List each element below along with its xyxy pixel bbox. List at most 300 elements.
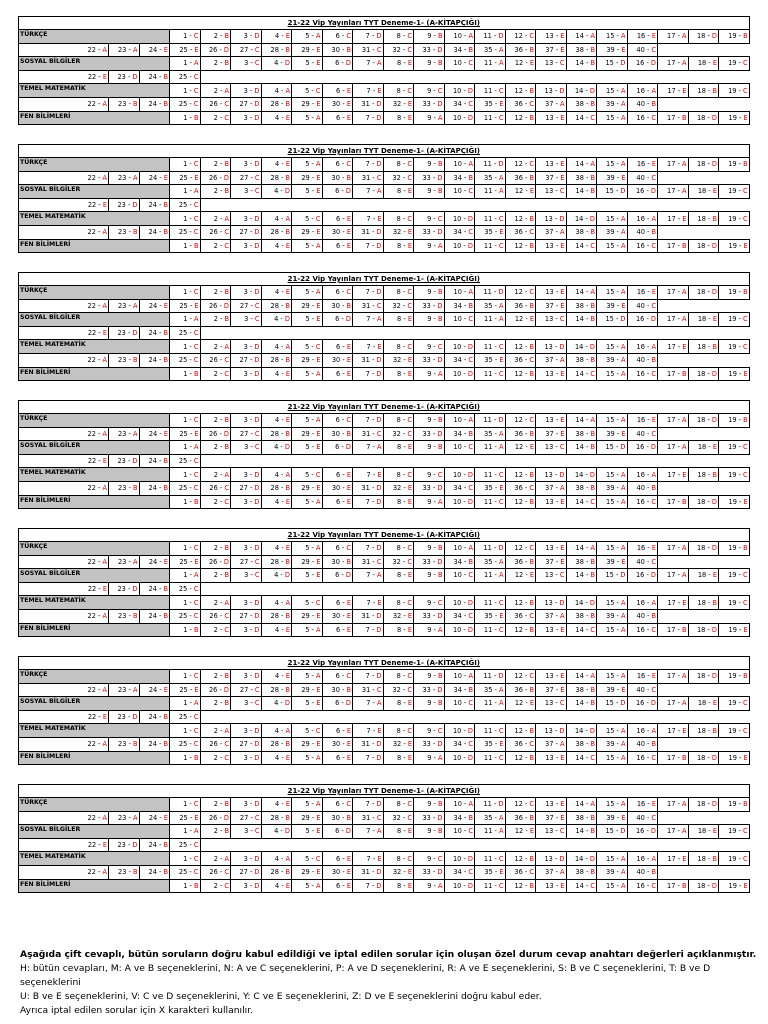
answer-cell	[597, 84, 628, 98]
question-number: 2 -	[213, 86, 225, 95]
question-number: 25 -	[178, 740, 194, 749]
question-number: 1 -	[183, 497, 194, 506]
question-number: 22 -	[87, 612, 103, 621]
answer-letter: D	[254, 497, 260, 506]
answer-letter: C	[651, 557, 656, 566]
answer-letter: A	[620, 672, 626, 681]
answer-letter: E	[407, 443, 412, 452]
answer-cell	[566, 724, 597, 738]
answer-cell	[200, 340, 231, 354]
question-number: 7 -	[366, 187, 377, 196]
question-number: 24 -	[148, 45, 164, 54]
answer-letter: A	[315, 625, 321, 634]
question-number: 4 -	[275, 881, 286, 890]
question-number: 14 -	[575, 699, 591, 708]
answer-cell	[383, 596, 414, 610]
answer-cell	[627, 313, 658, 327]
question-number: 5 -	[305, 470, 316, 479]
answer-cell	[444, 158, 475, 172]
question-number: 29 -	[301, 429, 317, 438]
answer-cell	[536, 97, 567, 111]
answer-letter: D	[376, 753, 382, 762]
answer-letter: D	[254, 214, 260, 223]
answer-cell	[719, 596, 750, 610]
answer-cell	[658, 185, 689, 199]
question-number: 15 -	[606, 32, 621, 41]
answer-cell	[566, 555, 597, 569]
question-number: 35 -	[484, 557, 499, 566]
answer-cell	[109, 43, 140, 57]
question-number: 23 -	[118, 612, 133, 621]
answer-letter: D	[711, 369, 717, 378]
answer-cell	[444, 97, 475, 111]
question-number: 10 -	[452, 497, 468, 506]
answer-key-title: 21-22 Vip Yayınları TYT Deneme-1- (A-KİTAPÇIĞI)	[19, 273, 750, 286]
answer-cell	[658, 286, 689, 300]
answer-letter: E	[163, 301, 168, 310]
answer-cell	[536, 468, 567, 482]
answer-row	[19, 811, 750, 825]
answer-letter: D	[650, 443, 656, 452]
answer-cell	[231, 811, 262, 825]
answer-letter: B	[346, 685, 351, 694]
answer-cell	[353, 212, 384, 226]
answer-cell	[261, 299, 292, 313]
answer-letter: D	[650, 187, 656, 196]
question-number: 2 -	[213, 315, 225, 324]
answer-letter: D	[620, 443, 626, 452]
question-number: 6 -	[336, 726, 347, 735]
answer-cell	[139, 481, 170, 495]
answer-letter: B	[224, 544, 229, 553]
answer-row	[19, 30, 750, 44]
answer-letter: E	[285, 544, 290, 553]
answer-cell	[414, 683, 445, 697]
answer-letter: C	[529, 672, 534, 681]
question-number: 8 -	[396, 32, 408, 41]
answer-letter: C	[193, 214, 199, 223]
answer-letter: C	[193, 612, 199, 621]
question-number: 33 -	[422, 557, 438, 566]
question-number: 9 -	[427, 32, 438, 41]
question-number: 14 -	[575, 625, 591, 634]
question-number: 23 -	[117, 329, 133, 338]
answer-letter: B	[529, 470, 534, 479]
answer-cell	[322, 111, 353, 125]
answer-cell	[109, 683, 140, 697]
answer-cell	[139, 43, 170, 57]
answer-letter: A	[559, 484, 565, 493]
question-number: 6 -	[335, 571, 346, 580]
answer-cell	[322, 737, 353, 751]
question-number: 12 -	[514, 241, 530, 250]
question-number: 17 -	[667, 369, 682, 378]
empty-cell	[200, 70, 749, 84]
question-number: 1 -	[183, 187, 194, 196]
question-number: 12 -	[514, 625, 530, 634]
question-number: 25 -	[179, 301, 195, 310]
answer-cell	[231, 427, 262, 441]
answer-cell	[139, 171, 170, 185]
answer-letter: B	[651, 868, 656, 877]
answer-letter: D	[467, 726, 473, 735]
answer-letter: C	[224, 484, 229, 493]
answer-cell	[200, 171, 231, 185]
answer-cell	[170, 825, 201, 839]
answer-cell	[322, 353, 353, 367]
answer-letter: E	[285, 113, 290, 122]
question-number: 17 -	[667, 241, 682, 250]
answer-letter: D	[437, 429, 443, 438]
question-number: 40 -	[636, 685, 652, 694]
answer-cell	[444, 286, 475, 300]
answer-cell	[414, 798, 445, 812]
answer-cell	[231, 353, 262, 367]
answer-letter: D	[589, 854, 595, 863]
answer-cell	[414, 340, 445, 354]
answer-letter: A	[315, 416, 321, 425]
answer-cell	[322, 97, 353, 111]
answer-letter: D	[376, 113, 382, 122]
answer-cell	[475, 414, 506, 428]
answer-cell	[292, 798, 323, 812]
answer-letter: E	[560, 429, 565, 438]
question-number: 30 -	[331, 813, 347, 822]
question-number: 8 -	[397, 497, 408, 506]
answer-letter: D	[376, 356, 382, 365]
question-number: 11 -	[483, 625, 499, 634]
answer-cell	[536, 30, 567, 44]
answer-letter: C	[407, 429, 412, 438]
answer-cell	[597, 43, 628, 57]
answer-cell	[353, 353, 384, 367]
answer-cell	[658, 158, 689, 172]
answer-cell	[627, 811, 658, 825]
answer-cell	[627, 340, 658, 354]
answer-letter: A	[681, 443, 687, 452]
question-number: 38 -	[575, 301, 591, 310]
answer-letter: C	[346, 160, 351, 169]
answer-letter: D	[559, 214, 565, 223]
question-number: 8 -	[396, 800, 408, 809]
answer-cell	[231, 468, 262, 482]
answer-cell	[292, 185, 323, 199]
answer-row	[19, 751, 750, 765]
question-number: 9 -	[427, 854, 438, 863]
answer-letter: E	[407, 868, 412, 877]
answer-cell	[414, 427, 445, 441]
answer-letter: D	[345, 59, 351, 68]
question-number: 29 -	[301, 484, 317, 493]
answer-letter: E	[651, 416, 656, 425]
question-number: 6 -	[336, 497, 347, 506]
answer-cell	[353, 737, 384, 751]
answer-cell	[475, 569, 506, 583]
question-number: 36 -	[514, 484, 530, 493]
answer-cell	[139, 326, 170, 340]
question-number: 23 -	[117, 713, 133, 722]
question-number: 12 -	[514, 800, 530, 809]
question-number: 1 -	[183, 416, 194, 425]
answer-letter: E	[407, 369, 412, 378]
answer-key-table	[18, 528, 750, 637]
answer-letter: E	[560, 685, 565, 694]
question-number: 3 -	[243, 369, 255, 378]
answer-letter: D	[345, 187, 351, 196]
question-number: 13 -	[544, 598, 560, 607]
answer-cell	[475, 353, 506, 367]
question-number: 6 -	[335, 187, 346, 196]
answer-letter: B	[193, 753, 199, 762]
question-number: 8 -	[396, 342, 408, 351]
answer-letter: A	[651, 86, 656, 95]
answer-letter: A	[193, 699, 199, 708]
question-number: 15 -	[606, 753, 621, 762]
answer-letter: B	[651, 356, 656, 365]
answer-row	[19, 414, 750, 428]
answer-letter: D	[650, 59, 656, 68]
answer-cell	[261, 670, 292, 684]
answer-letter: B	[743, 544, 748, 553]
question-number: 18 -	[697, 827, 713, 836]
answer-letter: B	[163, 100, 168, 109]
question-number: 32 -	[392, 100, 408, 109]
answer-key-table	[18, 656, 750, 765]
question-number: 12 -	[514, 726, 530, 735]
answer-cell	[292, 670, 323, 684]
answer-row	[19, 158, 750, 172]
answer-letter: A	[620, 625, 626, 634]
question-number: 16 -	[636, 672, 652, 681]
question-number: 1 -	[183, 214, 194, 223]
answer-cell	[658, 468, 689, 482]
question-number: 16 -	[635, 59, 651, 68]
answer-cell	[200, 596, 231, 610]
answer-cell	[597, 313, 628, 327]
answer-letter: D	[498, 544, 504, 553]
question-number: 9 -	[427, 753, 438, 762]
answer-cell	[261, 353, 292, 367]
question-number: 26 -	[209, 100, 225, 109]
answer-letter: C	[193, 100, 199, 109]
answer-letter: A	[590, 288, 595, 297]
question-number: 19 -	[728, 32, 744, 41]
answer-letter: B	[285, 228, 290, 237]
answer-letter: D	[284, 571, 290, 580]
question-number: 32 -	[392, 868, 408, 877]
question-number: 9 -	[427, 369, 438, 378]
question-number: 7 -	[366, 571, 377, 580]
answer-cell	[292, 340, 323, 354]
question-number: 27 -	[239, 813, 255, 822]
question-number: 10 -	[453, 187, 469, 196]
question-number: 1 -	[183, 342, 194, 351]
question-number: 27 -	[239, 685, 255, 694]
question-number: 26 -	[208, 685, 224, 694]
question-number: 6 -	[335, 59, 346, 68]
answer-letter: B	[285, 813, 290, 822]
answer-cell	[475, 811, 506, 825]
answer-cell	[627, 43, 658, 57]
question-number: 3 -	[243, 32, 255, 41]
question-number: 9 -	[427, 672, 438, 681]
answer-letter: B	[529, 241, 534, 250]
answer-letter: E	[651, 32, 656, 41]
answer-letter: C	[437, 214, 443, 223]
answer-letter: C	[193, 713, 199, 722]
answer-cell	[627, 441, 658, 455]
question-number: 13 -	[544, 86, 560, 95]
answer-row	[19, 212, 750, 226]
answer-cell	[505, 299, 536, 313]
answer-letter: D	[711, 672, 717, 681]
answer-letter: E	[346, 740, 351, 749]
answer-cell	[627, 623, 658, 637]
question-number: 6 -	[335, 544, 347, 553]
question-number: 37 -	[545, 429, 561, 438]
answer-cell	[414, 879, 445, 893]
answer-cell	[627, 367, 658, 381]
answer-cell	[658, 441, 689, 455]
answer-cell	[475, 340, 506, 354]
question-number: 1 -	[183, 160, 194, 169]
question-number: 27 -	[239, 228, 255, 237]
answer-cell	[261, 481, 292, 495]
answer-cell	[200, 683, 231, 697]
question-number: 6 -	[335, 443, 346, 452]
answer-letter: C	[559, 315, 565, 324]
question-number: 22 -	[87, 429, 103, 438]
answer-cell	[566, 43, 597, 57]
answer-letter: C	[437, 342, 443, 351]
answer-cell	[719, 852, 750, 866]
question-number: 18 -	[696, 241, 712, 250]
answer-letter: C	[193, 598, 199, 607]
answer-cell	[383, 737, 414, 751]
answer-cell	[292, 414, 323, 428]
answer-cell	[414, 353, 445, 367]
answer-letter: B	[529, 214, 534, 223]
answer-cell	[170, 623, 201, 637]
answer-cell	[475, 111, 506, 125]
answer-cell	[322, 441, 353, 455]
answer-cell	[353, 670, 384, 684]
answer-letter: A	[102, 740, 107, 749]
answer-cell	[322, 239, 353, 253]
answer-letter: B	[437, 59, 443, 68]
question-number: 11 -	[483, 288, 499, 297]
answer-letter: C	[743, 59, 748, 68]
answer-cell	[658, 111, 689, 125]
answer-cell	[414, 97, 445, 111]
answer-letter: C	[193, 201, 199, 210]
question-number: 10 -	[452, 881, 468, 890]
answer-cell	[170, 569, 201, 583]
answer-cell	[292, 111, 323, 125]
question-number: 17 -	[667, 214, 683, 223]
answer-cell	[475, 239, 506, 253]
question-number: 18 -	[696, 544, 712, 553]
answer-cell	[505, 367, 536, 381]
answer-letter: A	[315, 241, 321, 250]
question-number: 12 -	[514, 827, 530, 836]
question-number: 31 -	[361, 100, 377, 109]
answer-cell	[322, 225, 353, 239]
answer-cell	[383, 185, 414, 199]
question-number: 23 -	[118, 301, 133, 310]
answer-cell	[505, 212, 536, 226]
answer-letter: D	[559, 86, 565, 95]
answer-cell	[231, 84, 262, 98]
answer-cell	[627, 879, 658, 893]
answer-cell	[170, 158, 201, 172]
question-number: 38 -	[575, 356, 591, 365]
answer-cell	[444, 468, 475, 482]
answer-cell	[261, 427, 292, 441]
answer-cell	[109, 710, 140, 724]
answer-cell	[200, 623, 231, 637]
answer-cell	[536, 212, 567, 226]
answer-letter: E	[743, 625, 748, 634]
question-number: 39 -	[606, 484, 621, 493]
answer-letter: C	[468, 443, 473, 452]
question-number: 2 -	[213, 598, 225, 607]
question-number: 31 -	[361, 813, 377, 822]
answer-letter: C	[193, 585, 199, 594]
answer-cell	[292, 171, 323, 185]
answer-letter: D	[254, 484, 260, 493]
answer-letter: B	[681, 881, 687, 890]
answer-letter: D	[376, 868, 382, 877]
answer-cell	[627, 239, 658, 253]
answer-cell	[322, 171, 353, 185]
footnote-line: H: bütün cevapları, M: A ve B seçeneklerini, N: A ve C seçeneklerini, P: A ve D seçeneklerini, R: A ve E seçeneklerini, S: B ve C seçeneklerini, T: B ve D seçeneklerini	[20, 963, 711, 988]
question-number: 23 -	[118, 356, 133, 365]
answer-letter: B	[224, 160, 229, 169]
answer-cell	[627, 697, 658, 711]
empty-cell	[658, 481, 750, 495]
answer-cell	[414, 623, 445, 637]
answer-cell	[505, 609, 536, 623]
answer-letter: A	[437, 369, 443, 378]
answer-cell	[627, 299, 658, 313]
answer-letter: B	[163, 740, 168, 749]
answer-letter: D	[711, 800, 717, 809]
answer-letter: C	[254, 301, 260, 310]
answer-letter: D	[467, 598, 473, 607]
question-number: 40 -	[636, 173, 652, 182]
question-number: 9 -	[427, 800, 438, 809]
answer-letter: A	[224, 86, 229, 95]
answer-letter: A	[102, 484, 107, 493]
answer-letter: B	[681, 113, 687, 122]
answer-cell	[353, 185, 384, 199]
answer-cell	[200, 697, 231, 711]
answer-cell	[505, 865, 536, 879]
question-number: 10 -	[453, 571, 469, 580]
question-number: 9 -	[427, 342, 438, 351]
answer-cell	[170, 212, 201, 226]
question-number: 2 -	[213, 699, 225, 708]
answer-cell	[292, 239, 323, 253]
answer-row	[19, 198, 750, 212]
answer-letter: E	[743, 113, 748, 122]
answer-cell	[688, 542, 719, 556]
answer-letter: C	[224, 753, 229, 762]
answer-cell	[536, 353, 567, 367]
question-number: 2 -	[213, 59, 225, 68]
question-number: 32 -	[392, 612, 408, 621]
